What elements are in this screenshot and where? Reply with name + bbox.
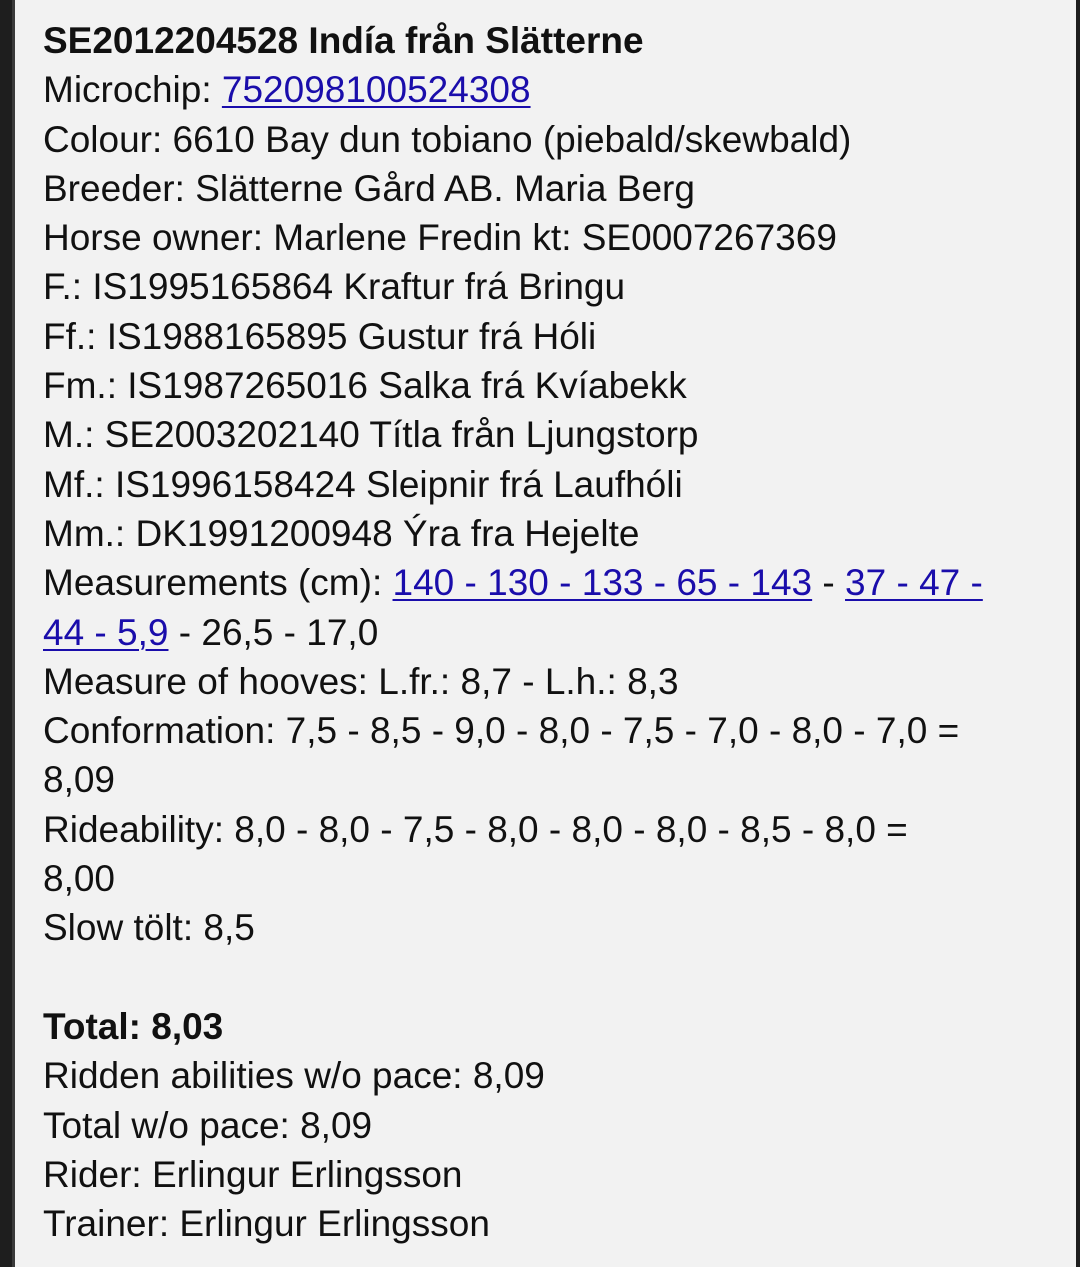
slow-tolt-line: Slow tölt: 8,5 (43, 907, 255, 949)
mother-line: M.: SE2003202140 Títla från Ljungstorp (43, 414, 699, 456)
measurements-rest: - 26,5 - 17,0 (168, 611, 379, 653)
microchip-label: Microchip: (43, 69, 222, 111)
father-father-line: Ff.: IS1988165895 Gustur frá Hóli (43, 315, 597, 357)
owner-line: Horse owner: Marlene Fredin kt: SE0007267369 (43, 217, 837, 259)
measurements-separator: - (812, 562, 846, 604)
colour-line: Colour: 6610 Bay dun tobiano (piebald/skewbald) (43, 118, 852, 160)
total-line: Total: 8,03 (43, 1005, 224, 1047)
page-frame (12, 0, 1076, 1267)
hooves-line: Measure of hooves: L.fr.: 8,7 - L.h.: 8,3 (43, 660, 679, 702)
conformation-line: Conformation: 7,5 - 8,5 - 9,0 - 8,0 - 7,5 - 7,0 - 8,0 - 7,0 = (43, 710, 960, 752)
horse-record (43, 16, 1073, 1248)
measurements-label: Measurements (cm): (43, 562, 393, 604)
microchip-line (43, 65, 1073, 114)
measurements-link-secondary-part2[interactable]: 44 - 5,9 (43, 611, 169, 653)
spacer (43, 953, 1073, 1002)
rider-line: Rider: Erlingur Erlingsson (43, 1153, 463, 1195)
horse-title: SE2012204528 Indía från Slätterne (43, 20, 644, 61)
measurements-link-primary[interactable]: 140 - 130 - 133 - 65 - 143 (392, 562, 813, 604)
rideability-line: Rideability: 8,0 - 8,0 - 7,5 - 8,0 - 8,0 - 8,0 - 8,5 - 8,0 = (43, 808, 908, 850)
trainer-line: Trainer: Erlingur Erlingsson (43, 1203, 490, 1245)
mother-father-line: Mf.: IS1996158424 Sleipnir frá Laufhóli (43, 463, 683, 505)
conformation-score: 8,09 (43, 759, 116, 801)
father-line: F.: IS1995165864 Kraftur frá Bringu (43, 266, 626, 308)
ridden-wo-pace-line: Ridden abilities w/o pace: 8,09 (43, 1055, 545, 1097)
breeder-line: Breeder: Slätterne Gård AB. Maria Berg (43, 167, 695, 209)
measurements-line (43, 558, 1073, 607)
total-wo-pace-line: Total w/o pace: 8,09 (43, 1104, 373, 1146)
father-mother-line: Fm.: IS1987265016 Salka frá Kvíabekk (43, 365, 687, 407)
measurements-link-secondary-part1[interactable]: 37 - 47 - (845, 562, 983, 604)
measurements-line-2 (43, 608, 1073, 657)
rideability-score: 8,00 (43, 858, 116, 900)
mother-mother-line: Mm.: DK1991200948 Ýra fra Hejelte (43, 512, 640, 554)
microchip-link[interactable]: 752098100524308 (221, 69, 531, 111)
